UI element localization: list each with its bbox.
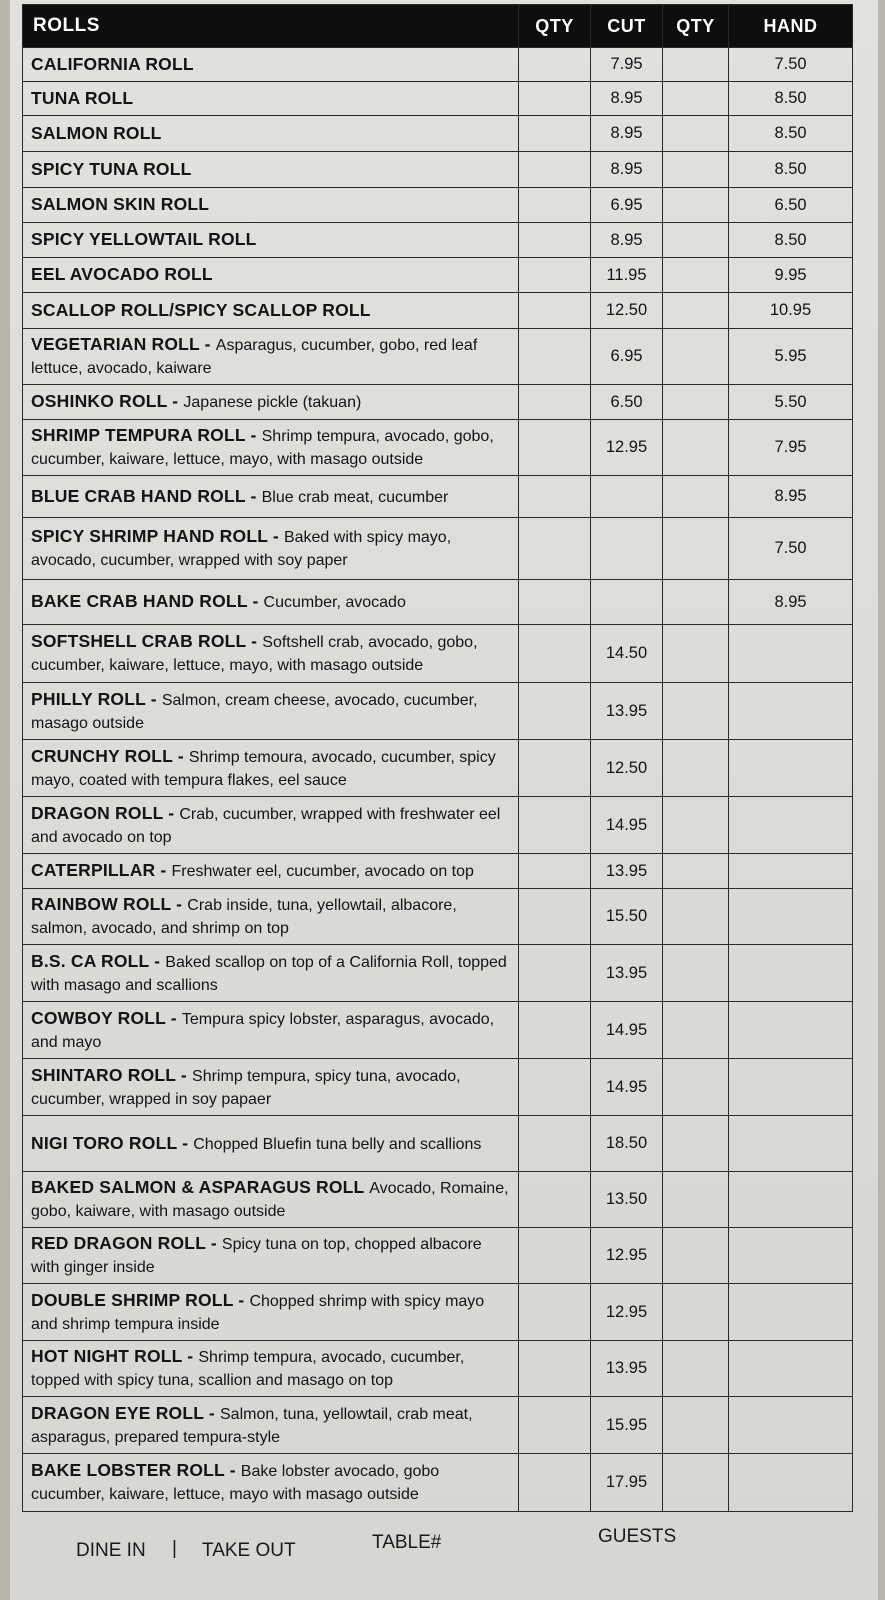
menu-row xyxy=(23,683,853,740)
menu-row xyxy=(23,740,853,797)
hand-price xyxy=(729,797,853,854)
qty-hand-cell[interactable] xyxy=(663,683,729,740)
qty-cut-cell[interactable] xyxy=(519,854,591,889)
cut-price: 17.95 xyxy=(591,1454,663,1512)
qty-cut-cell[interactable] xyxy=(519,1116,591,1172)
qty-hand-cell[interactable] xyxy=(663,1454,729,1512)
item-name: PHILLY ROLL xyxy=(31,688,146,709)
hand-price xyxy=(729,854,853,889)
item-name: TUNA ROLL xyxy=(31,87,134,108)
item-description: Shrimp tempura, avocado, gobo, cucumber, kaiware, lettuce, mayo, with masago outside xyxy=(31,428,494,468)
item-description: Avocado, Romaine, gobo, kaiware, with masago outside xyxy=(31,1180,509,1220)
menu-item xyxy=(23,188,519,223)
qty-cut-cell[interactable] xyxy=(519,740,591,797)
menu-row xyxy=(23,1172,853,1228)
menu-item xyxy=(23,1059,519,1116)
hand-price: 5.95 xyxy=(729,329,853,385)
cut-price: 12.95 xyxy=(591,1284,663,1341)
qty-cut-cell[interactable] xyxy=(519,385,591,420)
table-number-label: TABLE# xyxy=(372,1532,442,1553)
menu-row xyxy=(23,1228,853,1284)
menu-item xyxy=(23,625,519,683)
menu-item xyxy=(23,48,519,82)
qty-hand-cell[interactable] xyxy=(663,293,729,329)
item-name: BAKED SALMON & ASPARAGUS ROLL xyxy=(31,1177,365,1197)
item-separator: - xyxy=(149,950,166,971)
order-sheet xyxy=(10,0,878,1600)
menu-item xyxy=(23,1341,519,1397)
qty-hand-cell[interactable] xyxy=(663,797,729,854)
hand-price xyxy=(729,1397,853,1454)
cut-price: 7.95 xyxy=(591,48,663,82)
item-description: Cucumber, avocado xyxy=(263,594,406,611)
item-separator: - xyxy=(247,591,264,611)
qty-cut-cell[interactable] xyxy=(519,82,591,116)
qty-cut-cell[interactable] xyxy=(519,188,591,223)
item-description: Shrimp tempura, avocado, cucumber, topped with spicy tuna, scallion and masago on top xyxy=(31,1349,465,1389)
item-description: Salmon, cream cheese, avocado, cucumber, masago outside xyxy=(31,691,478,732)
menu-item xyxy=(23,683,519,740)
qty-hand-cell[interactable] xyxy=(663,1116,729,1172)
item-name: SALMON SKIN ROLL xyxy=(31,194,210,214)
hand-price: 5.50 xyxy=(729,385,853,420)
item-name: NIGI TORO ROLL xyxy=(31,1132,178,1153)
qty-cut-cell[interactable] xyxy=(519,625,591,683)
qty-hand-header: QTY xyxy=(663,5,729,48)
item-separator: - xyxy=(205,1233,222,1253)
menu-row xyxy=(23,293,853,329)
hand-price xyxy=(729,1116,853,1172)
qty-hand-cell[interactable] xyxy=(663,889,729,945)
cut-price: 15.95 xyxy=(591,1397,663,1454)
item-name: CRUNCHY ROLL xyxy=(31,745,173,766)
item-separator: - xyxy=(182,1346,199,1366)
menu-row xyxy=(23,854,853,889)
hand-price: 8.50 xyxy=(729,223,853,258)
cut-price: 12.50 xyxy=(591,293,663,329)
item-name: RAINBOW ROLL xyxy=(31,894,172,914)
hand-price: 9.95 xyxy=(729,258,853,293)
qty-cut-cell[interactable] xyxy=(519,518,591,580)
menu-body xyxy=(23,48,853,1512)
cut-price: 11.95 xyxy=(591,258,663,293)
item-name: VEGETARIAN ROLL xyxy=(31,334,200,354)
guests-label: GUESTS xyxy=(598,1526,677,1547)
item-description: Salmon, tuna, yellowtail, crab meat, asparagus, prepared tempura-style xyxy=(31,1405,473,1446)
cut-price: 18.50 xyxy=(591,1116,663,1172)
qty-hand-cell[interactable] xyxy=(663,1228,729,1284)
qty-hand-cell[interactable] xyxy=(663,740,729,797)
menu-item xyxy=(23,116,519,152)
item-name: CALIFORNIA ROLL xyxy=(31,53,194,74)
menu-row xyxy=(23,1059,853,1116)
item-name: SPICY YELLOWTAIL ROLL xyxy=(31,229,257,249)
menu-item xyxy=(23,1116,519,1172)
qty-cut-cell[interactable] xyxy=(519,223,591,258)
menu-item xyxy=(23,740,519,797)
cut-price: 14.95 xyxy=(591,1059,663,1116)
qty-hand-cell[interactable] xyxy=(663,48,729,82)
menu-row xyxy=(23,1454,853,1512)
qty-cut-cell[interactable] xyxy=(519,258,591,293)
item-name: SCALLOP ROLL/SPICY SCALLOP ROLL xyxy=(31,299,371,320)
item-separator: - xyxy=(175,1064,193,1085)
item-description: Crab, cucumber, wrapped with freshwater eel and avocado on top xyxy=(31,805,501,846)
hand-price: 6.50 xyxy=(729,188,853,223)
qty-cut-cell[interactable] xyxy=(519,683,591,740)
menu-item xyxy=(23,797,519,854)
menu-row xyxy=(23,223,853,258)
menu-row xyxy=(23,1341,853,1397)
item-description: Blue crab meat, cucumber xyxy=(261,488,449,506)
qty-hand-cell[interactable] xyxy=(663,385,729,420)
item-name: COWBOY ROLL xyxy=(31,1007,166,1028)
section-title: ROLLS xyxy=(23,5,519,48)
item-description: Baked scallop on top of a California Roll, topped with masago and scallions xyxy=(31,953,507,994)
qty-hand-cell[interactable] xyxy=(663,258,729,293)
hand-price xyxy=(729,1341,853,1397)
item-name: SOFTSHELL CRAB ROLL xyxy=(31,631,247,651)
menu-item xyxy=(23,258,519,293)
cut-price: 13.95 xyxy=(591,854,663,889)
item-name: CATERPILLAR xyxy=(31,860,156,880)
menu-row xyxy=(23,889,853,945)
hand-price xyxy=(729,889,853,945)
hand-price: 8.50 xyxy=(729,116,853,152)
qty-cut-cell[interactable] xyxy=(519,476,591,518)
menu-row xyxy=(23,476,853,518)
item-description: Tempura spicy lobster, asparagus, avocado, and mayo xyxy=(31,1010,495,1051)
hand-price: 8.50 xyxy=(729,152,853,188)
qty-hand-cell[interactable] xyxy=(663,152,729,188)
cut-price: 12.50 xyxy=(591,740,663,797)
item-name: OSHINKO ROLL xyxy=(31,391,168,411)
hand-price: 8.95 xyxy=(729,580,853,625)
cut-price: 13.50 xyxy=(591,1172,663,1228)
menu-row xyxy=(23,518,853,580)
item-separator: - xyxy=(171,894,188,914)
footer-divider: | xyxy=(172,1538,177,1559)
menu-row xyxy=(23,82,853,116)
menu-item xyxy=(23,1172,519,1228)
item-description: Chopped shrimp with spicy mayo and shrimp tempura inside xyxy=(31,1292,485,1333)
item-separator: - xyxy=(203,1402,220,1423)
qty-hand-cell[interactable] xyxy=(663,420,729,476)
qty-hand-cell[interactable] xyxy=(663,580,729,625)
qty-cut-cell[interactable] xyxy=(519,1002,591,1059)
qty-cut-cell[interactable] xyxy=(519,580,591,625)
menu-item xyxy=(23,854,519,889)
cut-price: 8.95 xyxy=(591,152,663,188)
item-name: BAKE CRAB HAND ROLL xyxy=(31,591,248,611)
menu-item xyxy=(23,152,519,188)
cut-price: 6.95 xyxy=(591,188,663,223)
cut-price: 13.95 xyxy=(591,683,663,740)
qty-cut-cell[interactable] xyxy=(519,152,591,188)
hand-price: 8.50 xyxy=(729,82,853,116)
menu-row xyxy=(23,625,853,683)
menu-row xyxy=(23,580,853,625)
item-name: SPICY SHRIMP HAND ROLL xyxy=(31,526,268,546)
qty-cut-cell[interactable] xyxy=(519,329,591,385)
qty-hand-cell[interactable] xyxy=(663,1059,729,1116)
item-separator: - xyxy=(155,860,172,880)
qty-cut-cell[interactable] xyxy=(519,48,591,82)
qty-hand-cell[interactable] xyxy=(663,476,729,518)
item-name: BLUE CRAB HAND ROLL xyxy=(31,485,246,506)
qty-cut-cell[interactable] xyxy=(519,116,591,152)
hand-price xyxy=(729,1454,853,1512)
item-separator: - xyxy=(165,1007,182,1028)
item-description: Freshwater eel, cucumber, avocado on top xyxy=(171,863,474,880)
cut-price: 8.95 xyxy=(591,116,663,152)
menu-item xyxy=(23,945,519,1002)
menu-row xyxy=(23,1397,853,1454)
item-separator: - xyxy=(224,1460,241,1480)
qty-cut-cell[interactable] xyxy=(519,420,591,476)
qty-hand-cell[interactable] xyxy=(663,625,729,683)
cut-price xyxy=(591,476,663,518)
cut-price: 14.95 xyxy=(591,797,663,854)
menu-item xyxy=(23,580,519,625)
qty-hand-cell[interactable] xyxy=(663,945,729,1002)
menu-item xyxy=(23,476,519,518)
qty-hand-cell[interactable] xyxy=(663,854,729,889)
cut-price: 8.95 xyxy=(591,82,663,116)
cut-price: 12.95 xyxy=(591,420,663,476)
item-name: SPICY TUNA ROLL xyxy=(31,158,192,179)
cut-price: 14.50 xyxy=(591,625,663,683)
rolls-menu-table xyxy=(22,4,853,1512)
qty-hand-cell[interactable] xyxy=(663,116,729,152)
qty-hand-cell[interactable] xyxy=(663,1341,729,1397)
menu-item xyxy=(23,82,519,116)
cut-price: 6.50 xyxy=(591,385,663,420)
cut-price: 6.95 xyxy=(591,329,663,385)
hand-price xyxy=(729,1002,853,1059)
cut-price xyxy=(591,518,663,580)
cut-price: 15.50 xyxy=(591,889,663,945)
menu-item xyxy=(23,1228,519,1284)
qty-cut-cell[interactable] xyxy=(519,945,591,1002)
qty-cut-cell[interactable] xyxy=(519,1172,591,1228)
cut-price: 14.95 xyxy=(591,1002,663,1059)
item-description: Bake lobster avocado, gobo cucumber, kaiware, lettuce, mayo with masago outside xyxy=(31,1463,440,1503)
item-description: Shrimp tempura, spicy tuna, avocado, cucumber, wrapped in soy papaer xyxy=(31,1067,461,1108)
item-name: EEL AVOCADO ROLL xyxy=(31,264,213,284)
qty-cut-cell[interactable] xyxy=(519,889,591,945)
hand-price xyxy=(729,945,853,1002)
header-row xyxy=(23,5,853,48)
cut-price: 13.95 xyxy=(591,1341,663,1397)
order-footer xyxy=(10,1526,878,1600)
item-name: SALMON ROLL xyxy=(31,122,162,143)
hand-price xyxy=(729,625,853,683)
item-name: HOT NIGHT ROLL xyxy=(31,1346,183,1366)
qty-cut-cell[interactable] xyxy=(519,1228,591,1284)
menu-item xyxy=(23,293,519,329)
hand-price xyxy=(729,740,853,797)
menu-row xyxy=(23,258,853,293)
menu-row xyxy=(23,116,853,152)
menu-row xyxy=(23,48,853,82)
item-description: Shrimp temoura, avocado, cucumber, spicy mayo, coated with tempura flakes, eel sauce xyxy=(31,748,496,789)
item-separator: - xyxy=(177,1132,194,1153)
hand-price xyxy=(729,1284,853,1341)
menu-row xyxy=(23,1284,853,1341)
item-description: Asparagus, cucumber, gobo, red leaf lettuce, avocado, kaiware xyxy=(31,337,478,377)
menu-item xyxy=(23,1397,519,1454)
menu-item xyxy=(23,223,519,258)
item-name: SHRIMP TEMPURA ROLL xyxy=(31,425,246,445)
qty-hand-cell[interactable] xyxy=(663,188,729,223)
item-description: Baked with spicy mayo, avocado, cucumber, wrapped with soy paper xyxy=(31,529,452,569)
cut-price: 8.95 xyxy=(591,223,663,258)
cut-price: 13.95 xyxy=(591,945,663,1002)
hand-price: 10.95 xyxy=(729,293,853,329)
qty-cut-cell[interactable] xyxy=(519,1341,591,1397)
menu-row xyxy=(23,385,853,420)
item-separator: - xyxy=(172,745,189,766)
menu-item xyxy=(23,385,519,420)
menu-item xyxy=(23,329,519,385)
item-name: BAKE LOBSTER ROLL xyxy=(31,1460,225,1480)
item-name: RED DRAGON ROLL xyxy=(31,1233,206,1253)
item-description: Crab inside, tuna, yellowtail, albacore, salmon, avocado, and shrimp on top xyxy=(31,897,457,937)
dine-in-label[interactable]: DINE IN xyxy=(76,1540,146,1561)
qty-cut-header: QTY xyxy=(519,5,591,48)
menu-row xyxy=(23,329,853,385)
item-name: B.S. CA ROLL xyxy=(31,950,150,971)
qty-hand-cell[interactable] xyxy=(663,1397,729,1454)
item-description: Japanese pickle (takuan) xyxy=(183,394,362,411)
item-name: DRAGON EYE ROLL xyxy=(31,1402,204,1423)
qty-cut-cell[interactable] xyxy=(519,1284,591,1341)
item-separator: - xyxy=(233,1289,250,1310)
item-description: Chopped Bluefin tuna belly and scallions xyxy=(193,1135,482,1153)
menu-row xyxy=(23,1116,853,1172)
qty-hand-cell[interactable] xyxy=(663,82,729,116)
item-name: SHINTARO ROLL xyxy=(31,1064,176,1085)
hand-price xyxy=(729,1059,853,1116)
menu-item xyxy=(23,518,519,580)
menu-item xyxy=(23,1284,519,1341)
take-out-label[interactable]: TAKE OUT xyxy=(202,1540,296,1561)
item-name: DOUBLE SHRIMP ROLL xyxy=(31,1289,234,1310)
menu-row xyxy=(23,1002,853,1059)
qty-hand-cell[interactable] xyxy=(663,1172,729,1228)
menu-row xyxy=(23,797,853,854)
item-name: DRAGON ROLL xyxy=(31,802,164,823)
qty-hand-cell[interactable] xyxy=(663,1284,729,1341)
menu-row xyxy=(23,420,853,476)
hand-price xyxy=(729,1228,853,1284)
item-separator: - xyxy=(145,688,162,709)
menu-item xyxy=(23,889,519,945)
hand-price xyxy=(729,1172,853,1228)
item-separator: - xyxy=(199,334,216,354)
menu-item xyxy=(23,420,519,476)
item-separator: - xyxy=(245,425,262,445)
qty-hand-cell[interactable] xyxy=(663,223,729,258)
cut-header: CUT xyxy=(591,5,663,48)
qty-cut-cell[interactable] xyxy=(519,1397,591,1454)
menu-row xyxy=(23,152,853,188)
qty-cut-cell[interactable] xyxy=(519,1454,591,1512)
menu-item xyxy=(23,1002,519,1059)
qty-cut-cell[interactable] xyxy=(519,293,591,329)
qty-hand-cell[interactable] xyxy=(663,329,729,385)
hand-price xyxy=(729,683,853,740)
item-separator: - xyxy=(267,526,284,546)
item-separator: - xyxy=(163,802,180,823)
item-description: Softshell crab, avocado, gobo, cucumber, kaiware, lettuce, mayo, with masago outside xyxy=(31,634,478,674)
qty-hand-cell[interactable] xyxy=(663,518,729,580)
item-separator: - xyxy=(246,631,263,651)
menu-row xyxy=(23,945,853,1002)
menu-row xyxy=(23,188,853,223)
item-separator: - xyxy=(167,391,184,411)
hand-price: 7.50 xyxy=(729,518,853,580)
cut-price xyxy=(591,580,663,625)
item-description: Spicy tuna on top, chopped albacore with ginger inside xyxy=(31,1236,482,1276)
cut-price: 12.95 xyxy=(591,1228,663,1284)
qty-cut-cell[interactable] xyxy=(519,797,591,854)
hand-price: 7.50 xyxy=(729,48,853,82)
hand-header: HAND xyxy=(729,5,853,48)
menu-item xyxy=(23,1454,519,1512)
item-separator: - xyxy=(245,485,262,506)
qty-hand-cell[interactable] xyxy=(663,1002,729,1059)
hand-price: 7.95 xyxy=(729,420,853,476)
qty-cut-cell[interactable] xyxy=(519,1059,591,1116)
hand-price: 8.95 xyxy=(729,476,853,518)
